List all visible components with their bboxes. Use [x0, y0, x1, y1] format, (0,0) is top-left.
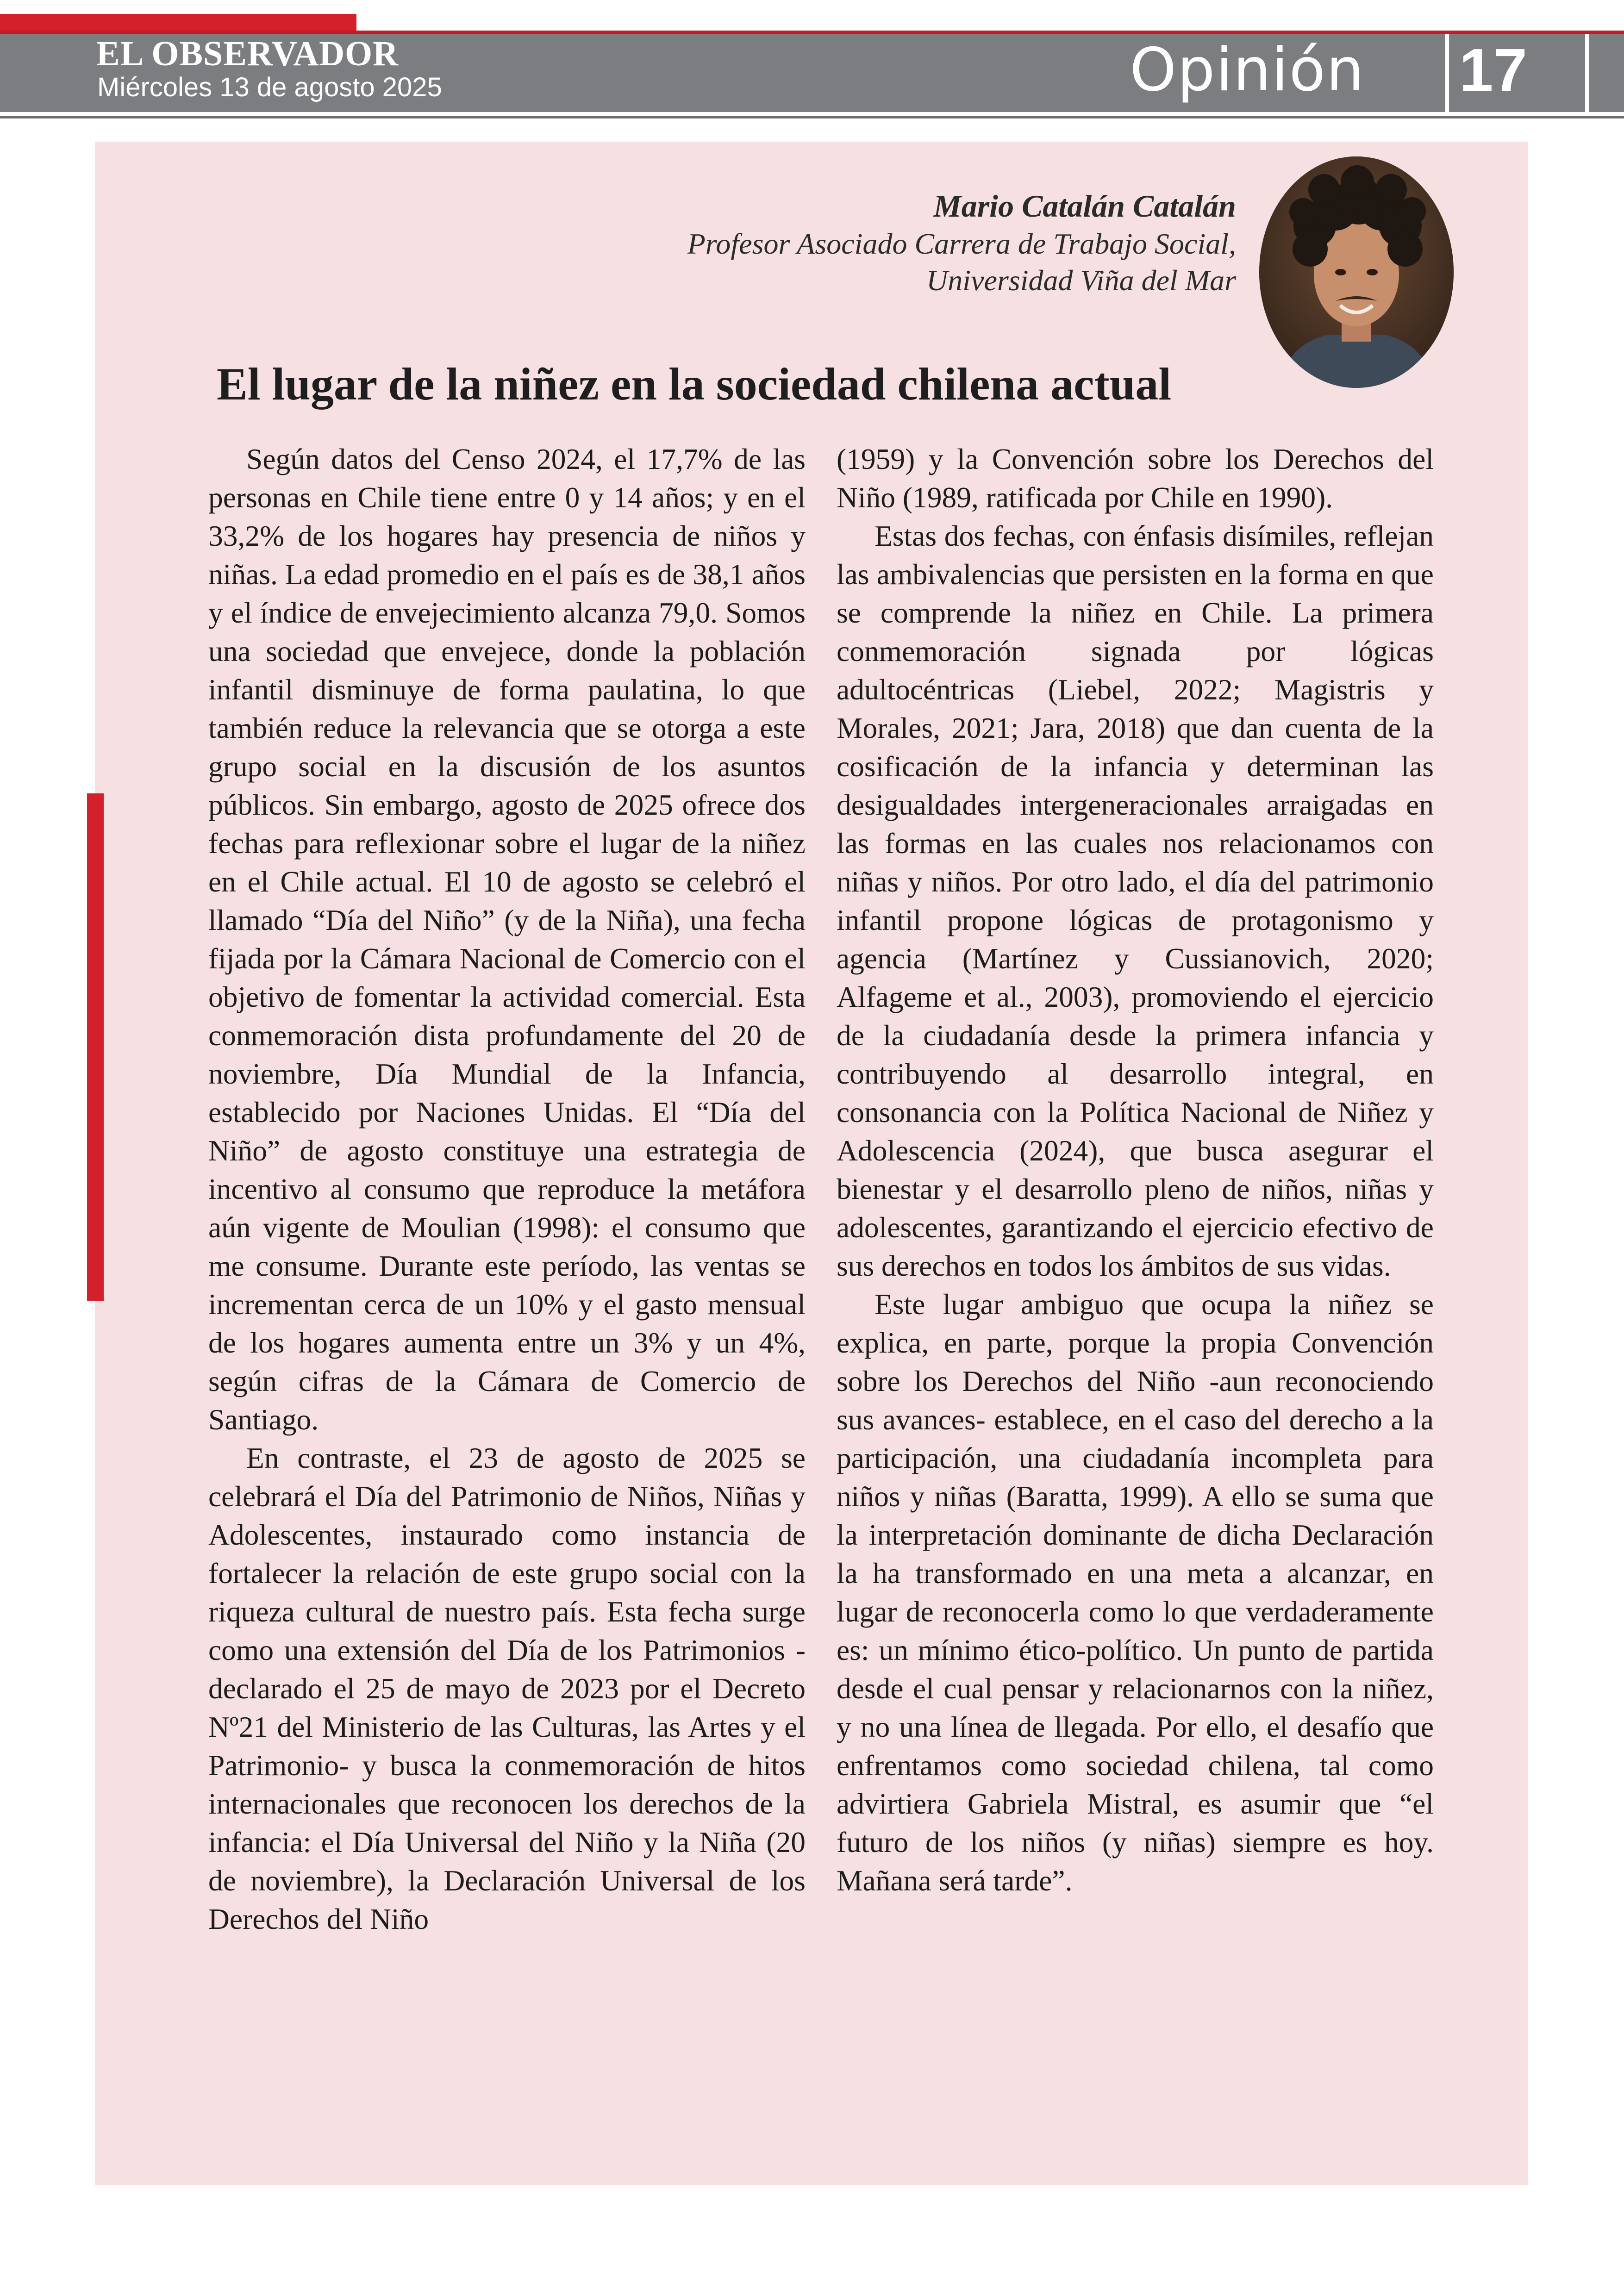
- byline: [417, 187, 1236, 299]
- article-paragraph: Este lugar ambiguo que ocupa la niñez se explica, en parte, porque la propia Convención sobre los Derechos del Niño -aun reconociendo sus avances- establece, en el caso del derecho a la participación, una ciudadanía incompleta para niños y niñas (Baratta, 1999). A ello se suma que la interpretación dominante de dicha Declaración la ha transformado en una meta a alcanzar, en lugar de reconocerla como lo que verdaderamente es: un mínimo ético-político. Un punto de partida desde el cual pensar y relacionarnos con la niñez, y no una línea de llegada. Por ello, el desafío que enfrentamos como sociedad chilena, tal como advirtiera Gabriela Mistral, es asumir que “el futuro de los niños (y niñas) siempre es hoy. Mañana será tarde”.: [837, 1288, 1434, 1897]
- article-column-left: [208, 440, 806, 1938]
- masthead-red-strip: [0, 14, 356, 31]
- newspaper-name: EL OBSERVADOR: [96, 34, 399, 73]
- article-column-right: [837, 440, 1434, 1900]
- article-paragraph: Según datos del Censo 2024, el 17,7% de las personas en Chile tiene entre 0 y 14 años; y en el 33,2% de los hogares hay presencia de niños y niñas. La edad promedio en el país es de 38,1 años y el índice de envejecimiento alcanza 79,0. Somos una sociedad que envejece, donde la población infantil disminuye de forma paulatina, lo que también reduce la relevancia que se otorga a este grupo social en la discusión de los asuntos públicos. Sin embargo, agosto de 2025 ofrece dos fechas para reflexionar sobre el lugar de la niñez en el Chile actual. El 10 de agosto se celebró el llamado “Día del Niño” (y de la Niña), una fecha fijada por la Cámara Nacional de Comercio con el objetivo de fomentar la actividad comercial. Esta conmemoración dista profundamente del 20 de noviembre, Día Mundial de la Infancia, establecido por Naciones Unidas. El “Día del Niño” de agosto constituye una estrategia de incentivo al consumo que reproduce la metáfora aún vigente de Moulian (1998): el consumo que me consume. Durante este período, las ventas se incrementan cerca de un 10% y el gasto mensual de los hogares aumenta entre un 3% y un 4%, según cifras de la Cámara de Comercio de Santiago.: [208, 443, 806, 1436]
- issue-date: Miércoles 13 de agosto 2025: [97, 72, 442, 102]
- masthead-top-rule: [0, 31, 1624, 34]
- author-portrait-image: [1259, 156, 1454, 388]
- section-name: Opinión: [1130, 36, 1365, 105]
- author-portrait: [1259, 156, 1454, 388]
- article-paragraph-continuation: (1959) y la Convención sobre los Derechos del Niño (1989, ratificada por Chile en 1990).: [837, 443, 1434, 514]
- red-accent-bar: [87, 793, 104, 1301]
- author-role-line-1: Profesor Asociado Carrera de Trabajo Social,: [687, 227, 1236, 260]
- page-number: 17: [1459, 36, 1527, 104]
- author-role-line-2: Universidad Viña del Mar: [926, 263, 1236, 297]
- article-headline: El lugar de la niñez en la sociedad chilena actual: [217, 358, 1172, 410]
- masthead-bottom-rule: [0, 116, 1624, 118]
- article-paragraph: Estas dos fechas, con énfasis disímiles, reflejan las ambivalencias que persisten en la forma en que se comprende la niñez en Chile. La primera conmemoración signada por lógicas adultocéntricas (Liebel, 2022; Magistris y Morales, 2021; Jara, 2018) que dan cuenta de la cosificación de la infancia y determinan las desigualdades intergeneracionales arraigadas en las formas en las cuales nos relacionamos con niñas y niños. Por otro lado, el día del patrimonio infantil propone lógicas de protagonismo y agencia (Martínez y Cussianovich, 2020; Alfageme et al., 2003), promoviendo el ejercicio de la ciudadanía desde la primera infancia y contribuyendo al desarrollo integral, en consonancia con la Política Nacional de Niñez y Adolescencia (2024), que busca asegurar el bienestar y el desarrollo pleno de niños, niñas y adolescentes, garantizando el ejercicio efectivo de sus derechos en todos los ámbitos de sus vidas.: [837, 519, 1434, 1282]
- author-name: Mario Catalán Catalán: [933, 188, 1236, 224]
- article-paragraph: En contraste, el 23 de agosto de 2025 se celebrará el Día del Patrimonio de Niños, Niñas y Adolescentes, instaurado como instancia de fortalecer la relación de este grupo social con la riqueza cultural de nuestro país. Esta fecha surge como una extensión del Día de los Patrimonios -declarado el 25 de mayo de 2023 por el Decreto Nº21 del Ministerio de las Culturas, las Artes y el Patrimonio- y busca la conmemoración de hitos internacionales que reconocen los derechos de la infancia: el Día Universal del Niño y la Niña (20 de noviembre), la Declaración Universal de los Derechos del Niño: [208, 1441, 806, 1935]
